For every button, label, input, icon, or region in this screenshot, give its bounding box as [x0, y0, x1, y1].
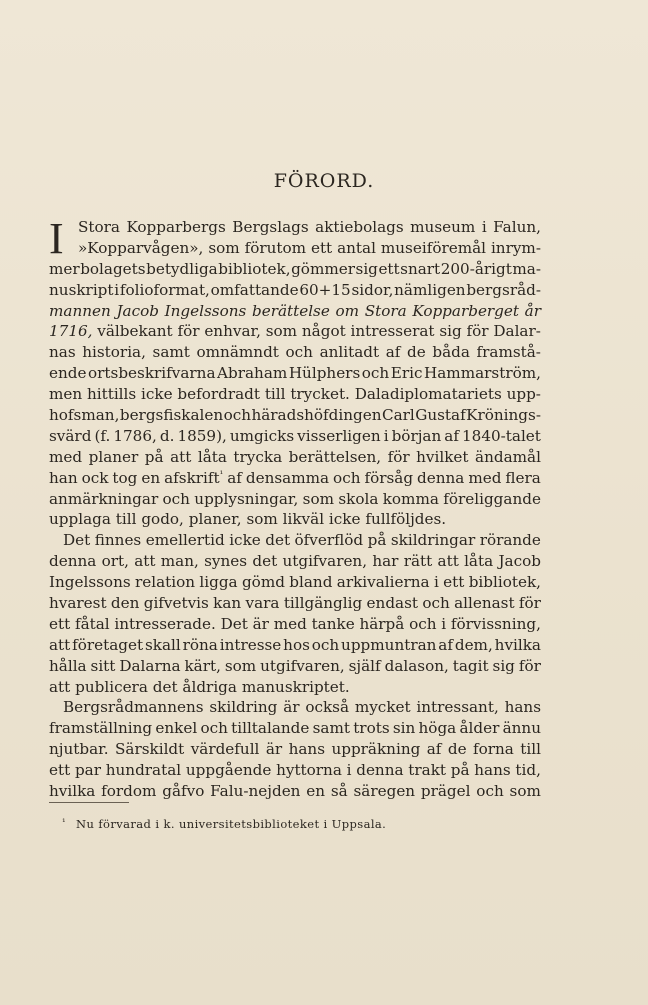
text-line: »Kopparvågen», som förutom ett antal museiföremål inrym-: [78, 238, 541, 257]
text-line: hålla sitt Dalarna kärt, som utgifvaren, själf dalason, tagit sig för: [49, 656, 541, 675]
text-line: ett fåtal intresserade. Det är med tanke härpå och i förvissning,: [49, 614, 541, 633]
text-line: hofsman, bergsfiskalen och häradshöfdingen Carl Gustaf Krönings-: [49, 406, 541, 425]
text-line: att företaget skall röna intresse hos och uppmuntran af dem, hvilka: [49, 635, 541, 654]
text-line: denna ort, att man, synes det utgifvaren, har rätt att låta Jacob: [49, 552, 541, 571]
text-line: svärd (f. 1786, d. 1859), umgicks visserligen i början af 1840-talet: [49, 426, 541, 445]
text-line: hvilka fordom gåfvo Falu-nejden en så säregen prägel och som: [49, 782, 541, 801]
text-line: mer bolagets betydliga bibliotek, gömmer sig ett snart 200-årigt ma-: [49, 259, 541, 278]
footnote-mark: ¹: [62, 818, 67, 828]
body-text: [49, 214, 541, 802]
text-line: anmärkningar och upplysningar, som skola komma föreliggande: [49, 489, 541, 508]
text-line: ett par hundratal uppgående hyttorna i denna trakt på hans tid,: [49, 761, 541, 780]
text-line: med planer på att låta trycka berättelsen, för hvilket ändamål: [49, 447, 541, 466]
footnote: [62, 817, 386, 831]
text-line: framställning enkel och tilltalande samt trots sin höga ålder ännu: [49, 719, 541, 738]
text-line: upplaga till godo, planer, som likväl icke fullföljdes.: [49, 510, 447, 529]
text-line: Ingelssons relation ligga gömd bland arkivalierna i ett bibliotek,: [49, 573, 541, 592]
text-line: mannen Jacob Ingelssons berättelse om Stora Kopparberget år: [49, 301, 541, 320]
footnote-text: Nu förvarad i k. universitetsbiblioteket i Uppsala.: [76, 817, 387, 831]
text-line: nas historia, samt omnämndt och anlitadt af de båda framstå-: [49, 343, 541, 362]
footnote-rule: [49, 802, 129, 803]
text-line: han ock tog en afskrift$^{^1}$ af densamma och försåg denna med flera: [49, 468, 541, 487]
drop-cap: I: [49, 214, 64, 263]
text-line: men hittills icke befordradt till trycket. Daladiplomatariets upp-: [49, 385, 541, 404]
text-line: ende ortsbeskrifvarna Abraham Hülphers och Eric Hammarström,: [49, 364, 541, 383]
page-title: FÖRORD.: [273, 170, 375, 192]
text-line: njutbar. Särskildt värdefull är hans uppräkning af de forna till: [49, 740, 541, 759]
text-line: Det finnes emellertid icke det öfverflöd på skildringar rörande: [63, 531, 541, 550]
text-line: nuskript i folioformat, omfattande 60+15 sidor, nämligen bergsråd-: [49, 280, 541, 299]
text-line: Bergsrådmannens skildring är också mycket intressant, hans: [63, 698, 541, 717]
text-line: Stora Kopparbergs Bergslags aktiebolags museum i Falun,: [78, 218, 541, 236]
text-line: att publicera det åldriga manuskriptet.: [49, 677, 350, 696]
text-line: hvarest den gifvetvis kan vara tillgänglig endast och allenast för: [49, 594, 541, 613]
text-line: 1716, välbekant för enhvar, som något intresserat sig för Dalar-: [49, 322, 541, 341]
